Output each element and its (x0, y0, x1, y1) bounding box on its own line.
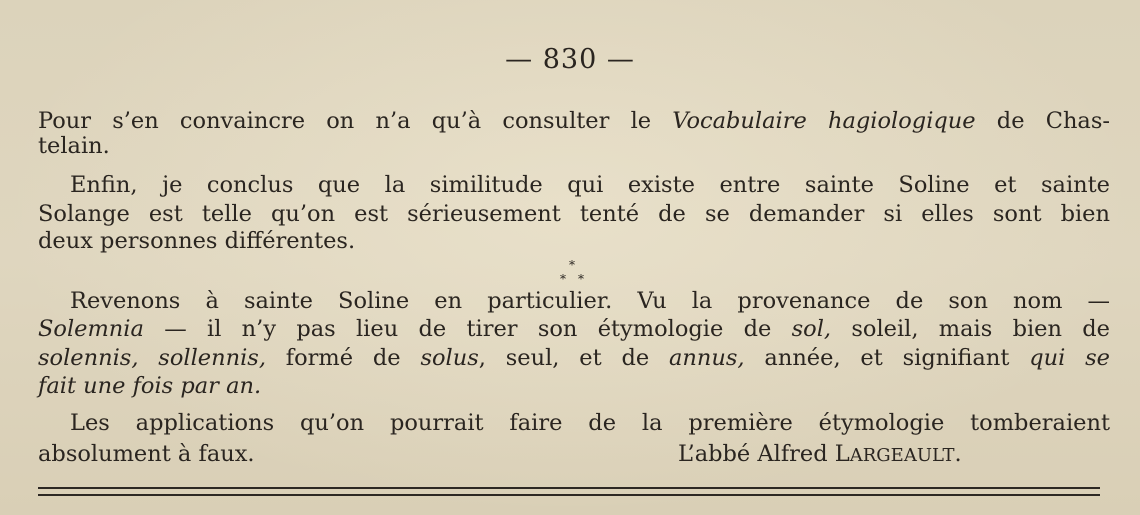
book-title: Vocabulaire hagiologique (672, 108, 976, 134)
italic-phrase: fait une fois par an. (38, 373, 262, 399)
asterism-star: * (578, 272, 584, 286)
divider-rule-bottom (38, 494, 1100, 496)
latin-word: solus (420, 345, 479, 371)
latin-word: solennis, sollennis, (38, 345, 266, 371)
paragraph-3-line-4 (38, 375, 1110, 398)
divider-rule-top (38, 487, 1100, 489)
text-run: — il n’y pas lieu de tirer son étymologie de (143, 316, 792, 342)
paragraph-1-line-1 (38, 110, 1110, 133)
text-run: soleil, mais bien de (831, 316, 1110, 342)
paragraph-4-line-1: Les applications qu’on pourrait faire de la première étymologie tomberaient (70, 410, 1110, 436)
signature-prefix: L’abbé Alfred (678, 441, 835, 467)
paragraph-4-line-2: absolument à faux. (38, 441, 255, 467)
paragraph-3-line-2 (38, 318, 1110, 341)
signature-surname-rest: ARGEAULT (849, 445, 955, 466)
asterism-star: * (560, 272, 566, 286)
paragraph-2-line-2: Solange est telle qu’on est sérieusement tenté de se demander si elles sont bien (38, 201, 1110, 227)
paragraph-1-line-2: telain. (38, 133, 110, 159)
signature-suffix: . (954, 441, 962, 467)
latin-word: sol, (791, 316, 832, 342)
italic-phrase: qui se (1029, 345, 1110, 371)
signature-surname-initial: L (834, 441, 850, 467)
latin-word: annus, (669, 345, 745, 371)
text-run: année, et signifiant (744, 345, 1030, 371)
paragraph-2-line-1: Enfin, je conclus que la similitude qui existe entre sainte Soline et sainte (70, 172, 1110, 198)
paragraph-3-line-3 (38, 347, 1110, 370)
paragraph-3-line-1: Revenons à sainte Soline en particulier. Vu la provenance de son nom — (70, 288, 1110, 314)
paragraph-2-line-3: deux personnes différentes. (38, 228, 356, 254)
text-run: de Chas- (975, 108, 1110, 134)
text-run: Pour s’en convaincre on n’a qu’à consulter le (38, 108, 673, 134)
text-run: , seul, et de (478, 345, 669, 371)
author-signature (678, 443, 962, 466)
asterism-separator (560, 258, 590, 288)
asterism-star: * (569, 258, 575, 272)
latin-word: Solemnia (38, 316, 144, 342)
text-run: formé de (265, 345, 421, 371)
page-number: — 830 — (505, 44, 635, 75)
